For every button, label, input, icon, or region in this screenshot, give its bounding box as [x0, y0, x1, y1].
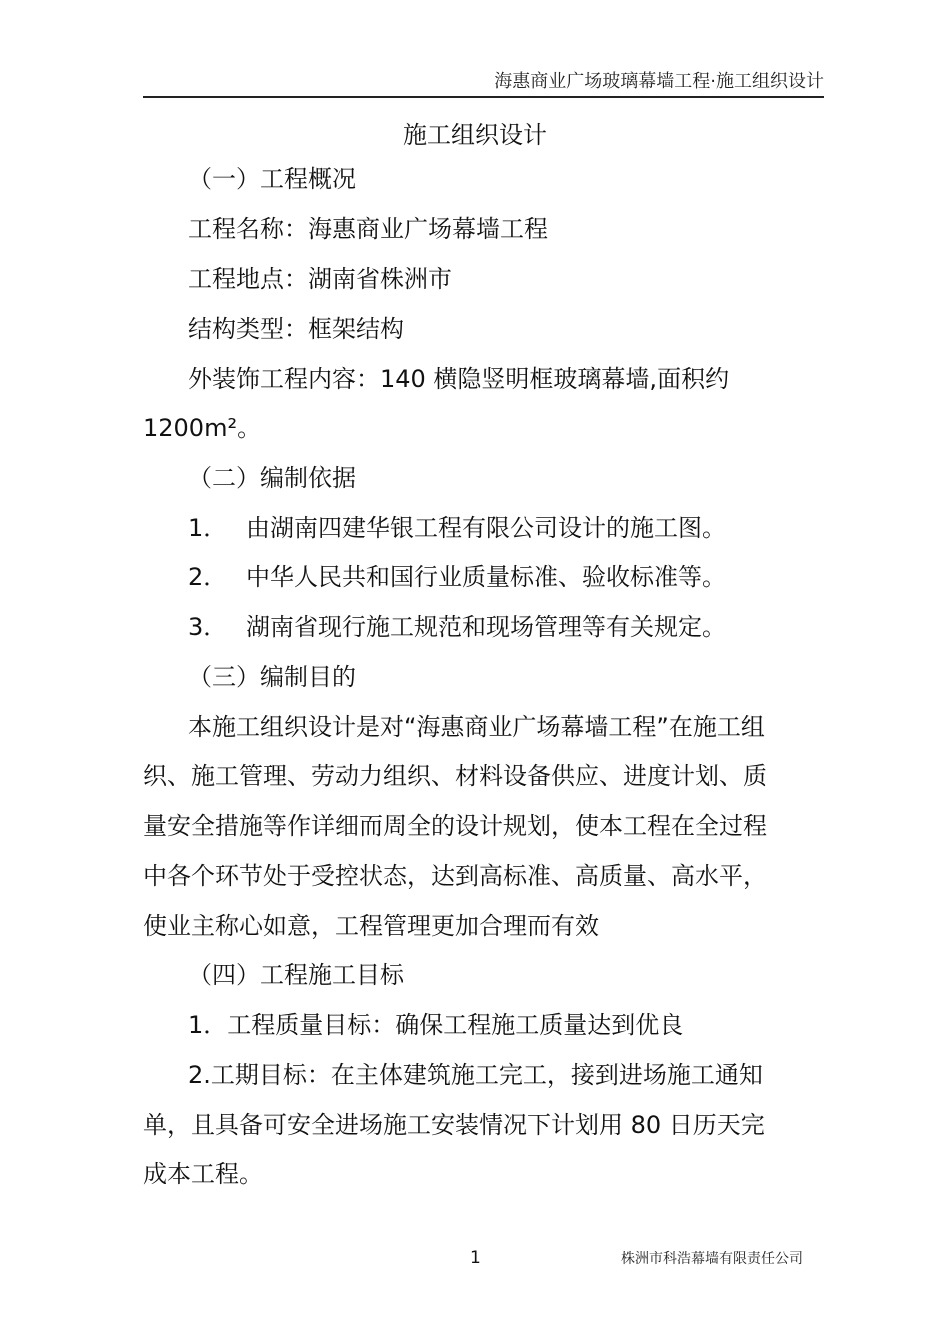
basis-item-number: 1． [188, 514, 228, 542]
decoration-content-line-1: 外装饰工程内容：140 横隐竖明框玻璃幕墙,面积约 [188, 365, 730, 393]
decoration-content-line-2: 1200m²。 [143, 414, 262, 442]
basis-item-number: 2． [188, 563, 228, 591]
header-title: 海惠商业广场玻璃幕墙工程·施工组织设计 [494, 71, 824, 92]
purpose-paragraph-line: 织、施工管理、劳动力组织、材料设备供应、进度计划、质 [143, 762, 767, 790]
purpose-paragraph-line: 使业主称心如意，工程管理更加合理而有效 [143, 912, 599, 940]
page-header [143, 62, 824, 98]
schedule-target-line: 单，且具备可安全进场施工安装情况下计划用 80 日历天完 [143, 1111, 765, 1139]
schedule-target-line: 成本工程。 [143, 1160, 263, 1188]
structure-type: 结构类型：框架结构 [188, 315, 404, 343]
basis-item-text: 由湖南四建华银工程有限公司设计的施工图。 [246, 514, 726, 542]
purpose-paragraph-line: 中各个环节处于受控状态，达到高标准、高质量、高水平， [143, 862, 767, 890]
basis-item-text: 湖南省现行施工规范和现场管理等有关规定。 [246, 613, 726, 641]
schedule-target-line: 2.工期目标：在主体建筑施工完工，接到进场施工通知 [188, 1061, 763, 1089]
purpose-paragraph-line: 本施工组织设计是对“海惠商业广场幕墙工程”在施工组 [188, 713, 765, 741]
document-title: 施工组织设计 [403, 121, 547, 149]
basis-item-text: 中华人民共和国行业质量标准、验收标准等。 [246, 563, 726, 591]
basis-item [188, 513, 726, 543]
section-4-heading: （四）工程施工目标 [188, 961, 404, 989]
section-1-heading: （一）工程概况 [188, 165, 356, 193]
project-name: 工程名称：海惠商业广场幕墙工程 [188, 215, 548, 243]
basis-item [188, 562, 726, 592]
page-number: 1 [470, 1248, 481, 1268]
project-location: 工程地点：湖南省株洲市 [188, 265, 452, 293]
section-2-heading: （二）编制依据 [188, 464, 356, 492]
basis-item [188, 612, 726, 642]
footer-company: 株洲市科浩幕墙有限责任公司 [621, 1251, 803, 1267]
basis-item-number: 3． [188, 613, 228, 641]
purpose-paragraph-line: 量安全措施等作详细而周全的设计规划，使本工程在全过程 [143, 812, 767, 840]
section-3-heading: （三）编制目的 [188, 663, 356, 691]
quality-target: 1．工程质量目标：确保工程施工质量达到优良 [188, 1011, 684, 1039]
